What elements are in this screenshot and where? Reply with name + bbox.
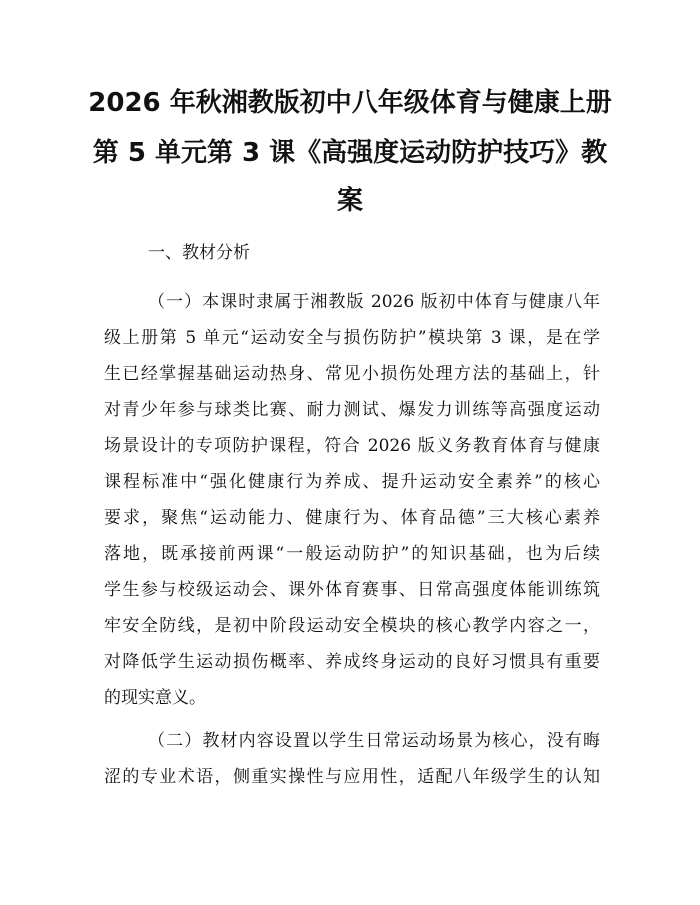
paragraph-1-line: 生已经掌握基础运动热身、常见小损伤处理方法的基础上，针 bbox=[104, 364, 600, 384]
paragraph-1-line: 课程标准中“强化健康行为养成、提升运动安全素养”的核心 bbox=[104, 472, 600, 492]
paragraph-1-line: 学生参与校级运动会、课外体育赛事、日常高强度体能训练筑 bbox=[104, 580, 600, 600]
paragraph-1-line: 对青少年参与球类比赛、耐力测试、爆发力训练等高强度运动 bbox=[104, 400, 600, 420]
paragraph-1-line: 落地，既承接前两课“一般运动防护”的知识基础，也为后续 bbox=[104, 544, 600, 564]
document-title-line-1: 2026 年秋湘教版初中八年级体育与健康上册 bbox=[88, 88, 612, 118]
paragraph-1-line: 级上册第 5 单元“运动安全与损伤防护”模块第 3 课，是在学 bbox=[104, 328, 600, 348]
paragraph-2-line: 涩的专业术语，侧重实操性与应用性，适配八年级学生的认知 bbox=[104, 767, 600, 787]
paragraph-2-line: （二）教材内容设置以学生日常运动场景为核心，没有晦 bbox=[148, 731, 600, 751]
paragraph-1-line: （一）本课时隶属于湘教版 2026 版初中体育与健康八年 bbox=[148, 292, 600, 312]
paragraph-1-line: 场景设计的专项防护课程，符合 2026 版义务教育体育与健康 bbox=[104, 436, 600, 456]
section-heading: 一、教材分析 bbox=[148, 243, 250, 263]
paragraph-1-line: 要求，聚焦“运动能力、健康行为、体育品德”三大核心素养 bbox=[104, 508, 600, 528]
document-title-line-2: 第 5 单元第 3 课《高强度运动防护技巧》教 bbox=[92, 138, 608, 168]
document-title-line-3: 案 bbox=[336, 186, 363, 216]
paragraph-1-line: 对降低学生运动损伤概率、养成终身运动的良好习惯具有重要 bbox=[104, 652, 600, 672]
paragraph-1-line: 牢安全防线，是初中阶段运动安全模块的核心教学内容之一， bbox=[104, 616, 600, 636]
paragraph-1-line: 的现实意义。 bbox=[104, 688, 206, 708]
